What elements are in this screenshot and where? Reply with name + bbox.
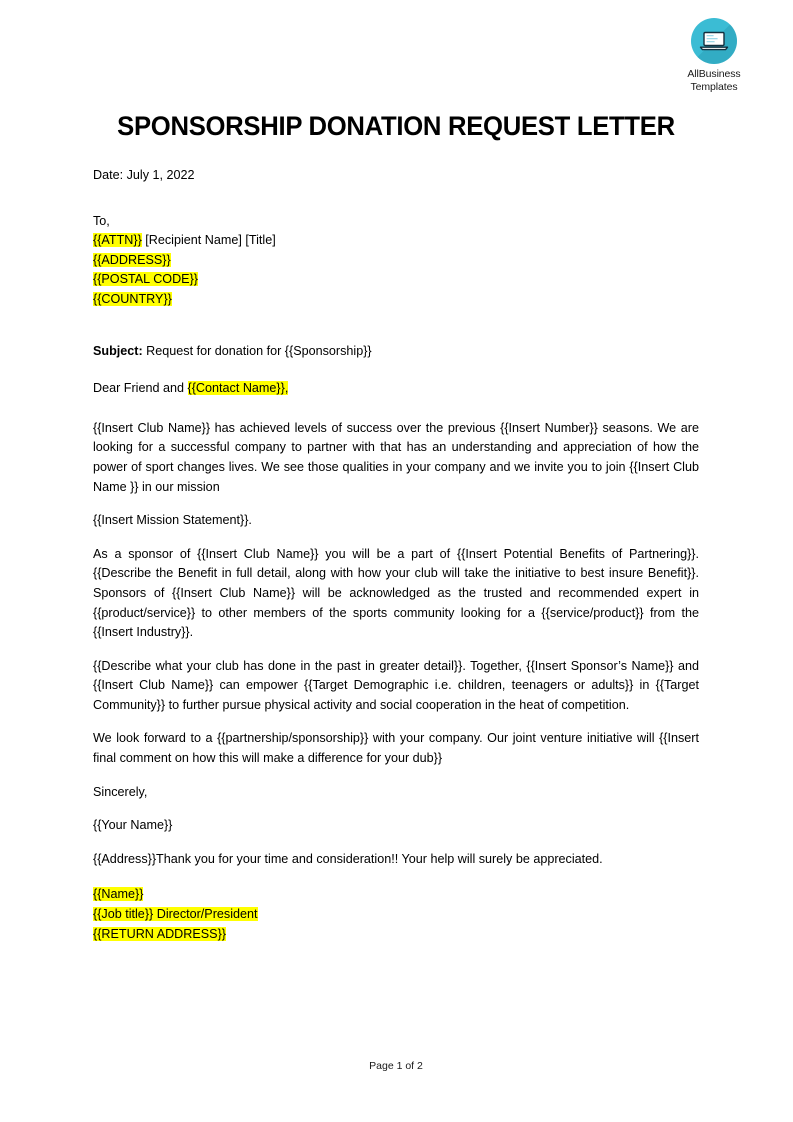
brand-logo bbox=[671, 18, 757, 93]
spacer bbox=[93, 330, 699, 342]
signature-returnaddress-line bbox=[93, 925, 699, 945]
paragraph-1: {{Insert Club Name}} has achieved levels of success over the previous {{Insert Number}} seasons. We are looking for a successful company to partner with that has an understanding and appreciation of how the power of sport changes lives. We see those qualities in your company and we invite you to join {{Insert Club Name }} in our mission bbox=[93, 420, 699, 494]
subject-label: Subject: bbox=[93, 343, 143, 358]
attn-placeholder: {{ATTN}} bbox=[93, 233, 142, 248]
signature-name-line bbox=[93, 885, 699, 905]
name-placeholder: {{Name}} bbox=[93, 887, 144, 902]
attn-rest: [Recipient Name] [Title] bbox=[141, 233, 276, 248]
postal-placeholder: {{POSTAL CODE}} bbox=[93, 272, 198, 287]
document-body bbox=[93, 166, 699, 944]
logo-caption-line2: Templates bbox=[690, 80, 738, 93]
address-placeholder: {{ADDRESS}} bbox=[93, 252, 171, 267]
subject-line bbox=[93, 342, 699, 362]
country-line bbox=[93, 290, 699, 310]
address-line bbox=[93, 251, 699, 271]
salutation-prefix: Dear Friend and bbox=[93, 381, 188, 396]
country-placeholder: {{COUNTRY}} bbox=[93, 291, 172, 306]
your-name-placeholder: {{Your Name}} bbox=[93, 818, 173, 833]
spacer bbox=[93, 310, 699, 330]
postal-line bbox=[93, 270, 699, 290]
recipient-block bbox=[93, 212, 699, 310]
laptop-icon bbox=[699, 30, 729, 52]
date-line: Date: July 1, 2022 bbox=[93, 168, 195, 182]
signature-block bbox=[93, 885, 699, 944]
job-title-placeholder: {{Job title}} Director/President bbox=[93, 907, 258, 922]
return-address-placeholder: {{RETURN ADDRESS}} bbox=[93, 926, 226, 941]
logo-caption-line1: AllBusiness bbox=[687, 68, 741, 80]
attn-line bbox=[93, 231, 699, 251]
signature-jobtitle-line bbox=[93, 905, 699, 925]
paragraph-2: {{Insert Mission Statement}}. bbox=[93, 513, 252, 528]
closing-sincerely: Sincerely, bbox=[93, 784, 148, 799]
paragraph-5: We look forward to a {{partnership/sponsorship}} with your company. Our joint venture initiative will {{Insert final comment on how this will make a difference for your dub}} bbox=[93, 731, 699, 766]
logo-circle bbox=[691, 18, 737, 64]
salutation-line bbox=[93, 379, 699, 399]
page-footer: Page 1 of 2 bbox=[369, 1060, 423, 1072]
document-title: SPONSORSHIP DONATION REQUEST LETTER bbox=[117, 111, 675, 141]
thank-you-line: {{Address}}Thank you for your time and consideration!! Your help will surely be appreciated. bbox=[93, 851, 603, 866]
contact-name-placeholder: {{Contact Name}}, bbox=[187, 381, 289, 396]
subject-text: Request for donation for {{Sponsorship}} bbox=[142, 343, 372, 358]
paragraph-3: As a sponsor of {{Insert Club Name}} you will be a part of {{Insert Potential Benefits of Partnering}}. {{Describe the Benefit in full detail, along with how your club will take the initiative to best insure Benefit}}. Sponsors of {{Insert Club Name}} will be acknowledged as the trusted and recommended expert in {{product/service}} to other members of the sports community looking for a {{service/product}} from the {{Insert Industry}}. bbox=[93, 546, 699, 640]
paragraph-4: {{Describe what your club has done in the past in greater detail}}. Together, {{Insert Sponsor’s Name}} and {{Insert Club Name}} can empower {{Target Demographic i.e. children, teenagers or adults}} in {{Target Community}} to further pursue physical activity and social cooperation in the heat of competition. bbox=[93, 658, 699, 712]
to-label: To, bbox=[93, 213, 110, 228]
